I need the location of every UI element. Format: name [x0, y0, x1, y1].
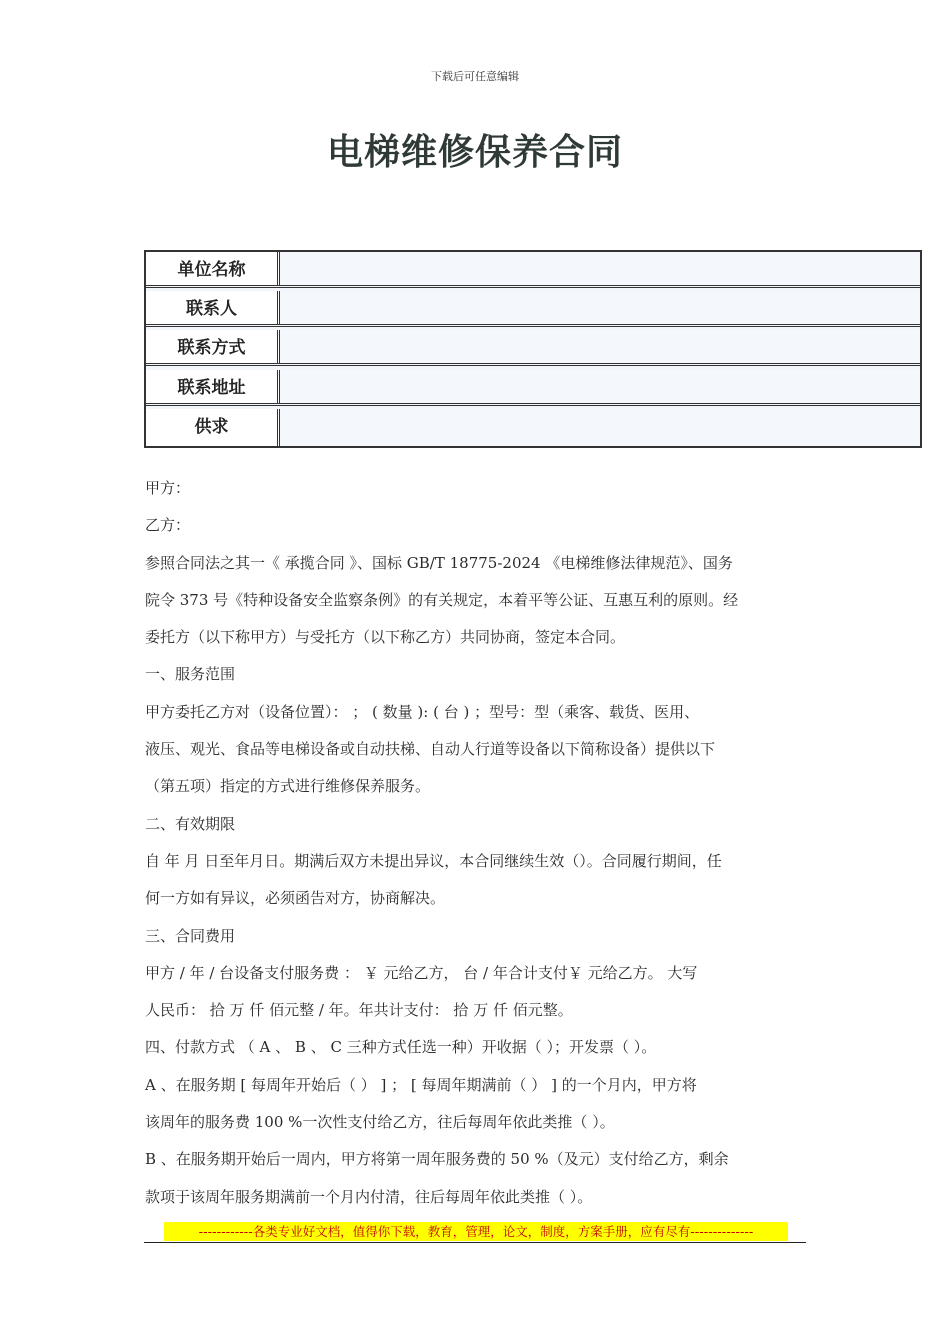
contact-address-label: 联系地址: [146, 370, 280, 403]
preamble-line-2: 院令 373 号《特种设备安全监察条例》的有关规定，本着平等公证、互惠互利的原则。经: [145, 590, 739, 609]
contact-method-field[interactable]: [280, 330, 920, 363]
header-note: 下载后可任意编辑: [431, 70, 519, 83]
service-scope-line-3: （第五项）指定的方式进行维修保养服务。: [145, 777, 431, 796]
table-row-contact-person: [146, 291, 920, 327]
contact-info-table: [144, 250, 922, 448]
section-heading-payment: 四、付款方式 （ A 、 B 、 C 三种方式任选一种）开收据（ ）；开发票（ ）。: [145, 1038, 657, 1057]
table-row-contact-address: [146, 370, 920, 406]
service-scope-line-1: 甲方委托乙方对（设备位置）： ； ( 数量 ): ( 台 ) ；型号：型（乘客、载货、医用、: [145, 702, 700, 721]
fees-line-2: 人民币： 拾 万 仟 佰元整 / 年。年共计支付： 拾 万 仟 佰元整。: [145, 1001, 573, 1020]
service-scope-line-2: 液压、观光、食品等电梯设备或自动扶梯、自动人行道等设备以下简称设备）提供以下: [145, 740, 716, 759]
contact-person-field[interactable]: [280, 291, 920, 324]
payment-b-line-2: 款项于该周年服务期满前一个月内付清，往后每周年依此类推（ ）。: [145, 1187, 593, 1206]
contact-address-field[interactable]: [280, 370, 920, 403]
section-heading-fees: 三、合同费用: [145, 926, 236, 945]
supply-demand-field[interactable]: [280, 409, 920, 446]
payment-b-line-1: B 、在服务期开始后一周内，甲方将第一周年服务费的 50 %（及元）支付给乙方，剩余: [145, 1150, 729, 1169]
unit-name-field[interactable]: [280, 252, 920, 285]
payment-a-line-2: 该周年的服务费 100 %一次性支付给乙方，往后每周年依此类推（ ）。: [145, 1113, 615, 1132]
table-row-supply-demand: [146, 409, 920, 446]
preamble-line-1: 参照合同法之其一《 承揽合同 》、国标 GB/T 18775-2024 《电梯维修法律规范》、国务: [145, 553, 733, 572]
payment-a-line-1: A 、在服务期 [ 每周年开始后（ ） ] ； [ 每周年期满前（ ） ] 的一个月内，甲方将: [145, 1075, 697, 1094]
table-row-unit-name: [146, 252, 920, 288]
validity-line-1: 自 年 月 日至年月日。期满后双方未提出异议，本合同继续生效（）。合同履行期间，任: [145, 851, 722, 870]
validity-line-2: 何一方如有异议，必须函告对方，协商解决。: [145, 889, 446, 908]
supply-demand-label: 供求: [146, 409, 280, 446]
contract-body: [145, 470, 810, 1216]
document-title: 电梯维修保养合同: [326, 132, 623, 173]
section-heading-service-scope: 一、服务范围: [145, 665, 236, 684]
party-a-line: 甲方：: [145, 479, 191, 497]
contact-person-label: 联系人: [146, 291, 280, 324]
table-row-contact-method: [146, 330, 920, 366]
fees-line-1: 甲方 / 年 / 台设备支付服务费 ： ￥ 元给乙方， 台 / 年合计支付￥ 元给乙方。 大写: [145, 963, 698, 982]
footer-promo-banner: ------------各类专业好文档，值得你下载，教育，管理，论文，制度，方案手册，应有尽有--------------: [164, 1222, 788, 1241]
party-b-line: 乙方：: [145, 516, 191, 535]
footer-divider: [144, 1242, 806, 1243]
unit-name-label: 单位名称: [146, 252, 280, 285]
preamble-line-3: 委托方（以下称甲方）与受托方（以下称乙方）共同协商，签定本合同。: [145, 628, 626, 647]
section-heading-validity: 二、有效期限: [145, 814, 236, 833]
contact-method-label: 联系方式: [146, 330, 280, 363]
